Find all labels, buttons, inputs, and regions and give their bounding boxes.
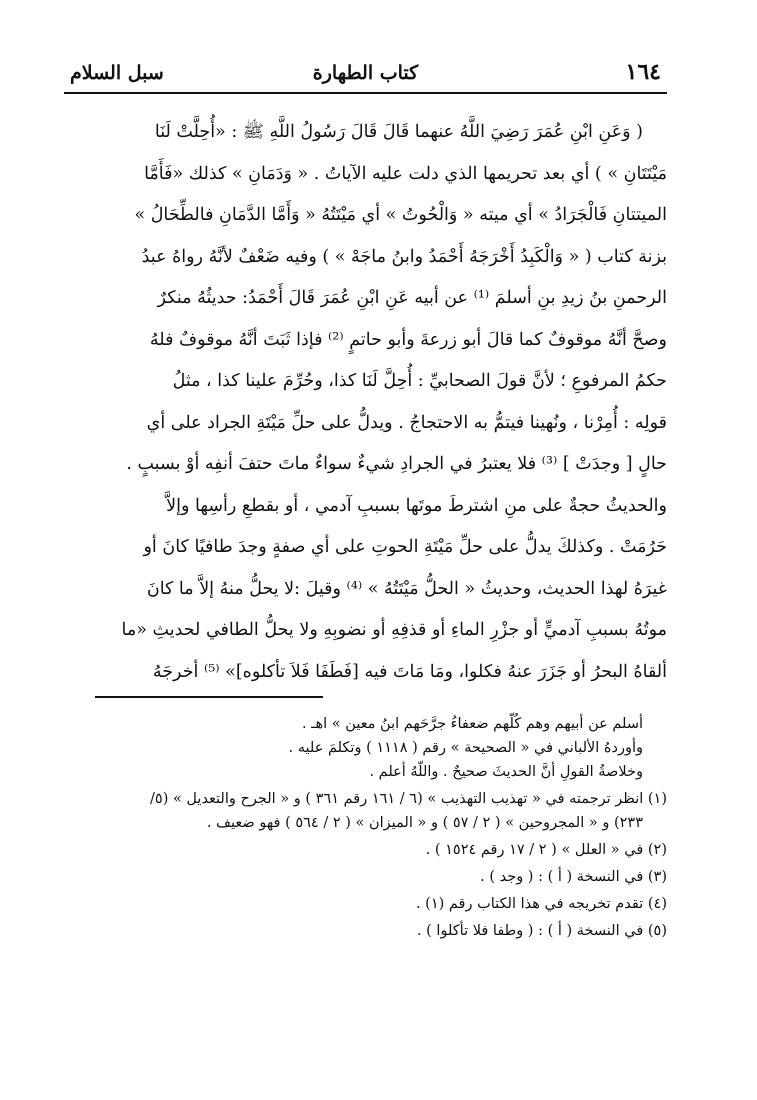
- footnote-line: (١) انظر ترجمته في « تهذيب التهذيب » (٦ / ١٦١ رقم ٣٦١ ) و « الجرح والتعديل » (٥/: [150, 791, 667, 807]
- footnote-continuation-line: أسلم عن أبيهم وهم كُلُّهم ضعفاءُ جرَّحَهم ابنُ معين » اهـ .: [302, 716, 643, 732]
- chapter-title: كتاب الطهارة: [312, 62, 419, 84]
- footnote-4: [64, 892, 667, 916]
- main-text: [64, 112, 667, 693]
- text-line: وصحَّ أنَّهُ موقوفٌ كما قالَ أبو زرعةَ وأبو حاتمٍ ⁽²⁾ فإذا ثَبَتَ أنَّهُ موقوفٌ فلهُ: [149, 329, 667, 350]
- footnote-2: [64, 838, 667, 862]
- footnote-line: (٤) تقدم تخريجه في هذا الكتاب رقم (١) .: [415, 896, 667, 912]
- footnote-5: [64, 919, 667, 943]
- text-line: بزنة كتاب ( « وَالْكَبِدُ أَخْرَجَهُ أَحْمَدُ وابنُ ماجَهْ » ) وفيه ضَعْفٌ لأنَّهُ رواهُ عبدُ: [141, 246, 667, 267]
- footnote-line: (٥) في النسخة ( أ ) : ( وطفا فلا تأكلوا ) .: [416, 923, 667, 939]
- text-line: مَيْتَتَانِ » ) أي بعد تحريمها الذي دلت عليه الآياتُ . « وَدَمَانِ » كذلك «فَأَمَّا: [144, 163, 667, 184]
- text-line: حَرُمَتْ . وكذلكَ يدلُّ على حلِّ مَيْتَةِ الحوتِ على أي صفةٍ وجدَ طافيًا كانَ أو: [143, 537, 667, 557]
- text-line: ( وَعَنِ ابْنِ عُمَرَ رَضِيَ اللَّهُ عنهما قَالَ قَالَ رَسُولُ اللَّهِ ﷺ : «أُحِلَّتْ لَنَا: [154, 122, 643, 142]
- book-title: سبل السلام: [70, 62, 164, 84]
- footnote-1: [64, 787, 667, 835]
- footnotes: [64, 712, 667, 943]
- text-line: قولِه : أُمِرْنا ، ونُهينا فيتمُّ به الاحتجاجُ . ويدلُّ على حلِّ مَيْتَةِ الجراد على أي: [146, 412, 667, 433]
- text-line: حالٍ [ وجدَتْ ] ⁽³⁾ فلا يعتبرُ في الجرادِ شيءٌ سواءٌ ماتَ حتفَ أنفِه أوْ بسببٍ .: [126, 454, 667, 474]
- text-line: الميتتانِ فَالْجَرَادُ » أي ميته « وَالْحُوتُ » أي مَيْتَتُهُ « وَأَمَّا الدَّمَانِ فالطِّحَالُ »: [134, 205, 667, 225]
- text-line: والحديثُ حجةٌ على منِ اشترطَ موتَها بسببِ آدمي ، أو بقطعِ رأسِها وإلاَّ: [166, 495, 667, 516]
- text-line: غيرَهُ لهذا الحديث، وحديثُ « الحلُّ مَيْتَتُهُ » ⁽⁴⁾ وقيلَ :لا يحلُّ منهُ إلاَّ ما كانَ: [146, 578, 667, 599]
- page-header: [64, 56, 667, 94]
- footnote-line: (٢) في « العلل » ( ٢ / ١٧ رقم ١٥٢٤ ) .: [425, 842, 667, 858]
- text-line: موتُهُ بسببِ آدميٍّ أو جزْرِ الماءِ أو قذفِهِ أو نضوبِهِ ولا يحلُّ الطافي لحديثِ «ما: [121, 620, 667, 640]
- page-number: ١٦٤: [625, 59, 661, 85]
- text-line: حكمُ المرفوعِ ؛ لأنَّ قولَ الصحابيِّ : أُحِلَّ لَنَا كذا، وحُرِّمَ علينا كذا ، مثلُ: [172, 371, 667, 391]
- footnote-line: ٢٣٣) و « المجروحين » ( ٢ / ٥٧ ) و « الميزان » ( ٢ / ٥٦٤ ) فهو ضعيف .: [206, 815, 643, 831]
- text-line: ألقاهُ البحرُ أو جَزَرَ عنهُ فكلوا، ومَا مَاتَ فيه [فَطَفَا فَلاَ تأكلوه]» ⁽⁵⁾ أخرجَهُ: [152, 661, 667, 682]
- footnote-separator: [95, 696, 323, 698]
- footnote-continuation-line: وخلاصةُ القولِ أنَّ الحديثَ صحيحٌ . واللَّهُ أعلم .: [369, 764, 643, 780]
- footnote-continuation-line: وأوردهُ الألباني في « الصحيحة » رقم ( ١١١٨ ) وتكلمَ عليه .: [288, 740, 643, 756]
- text-line: الرحمنِ بنُ زيدِ بنِ أسلمَ ⁽¹⁾ عن أبيه عَنِ ابْنِ عُمَرَ قَالَ أَحْمَدُ: حديثُهُ منكرٌ: [157, 288, 667, 308]
- footnote-line: (٣) في النسخة ( أ ) : ( وجد ) .: [480, 869, 667, 885]
- footnote-3: [64, 865, 667, 889]
